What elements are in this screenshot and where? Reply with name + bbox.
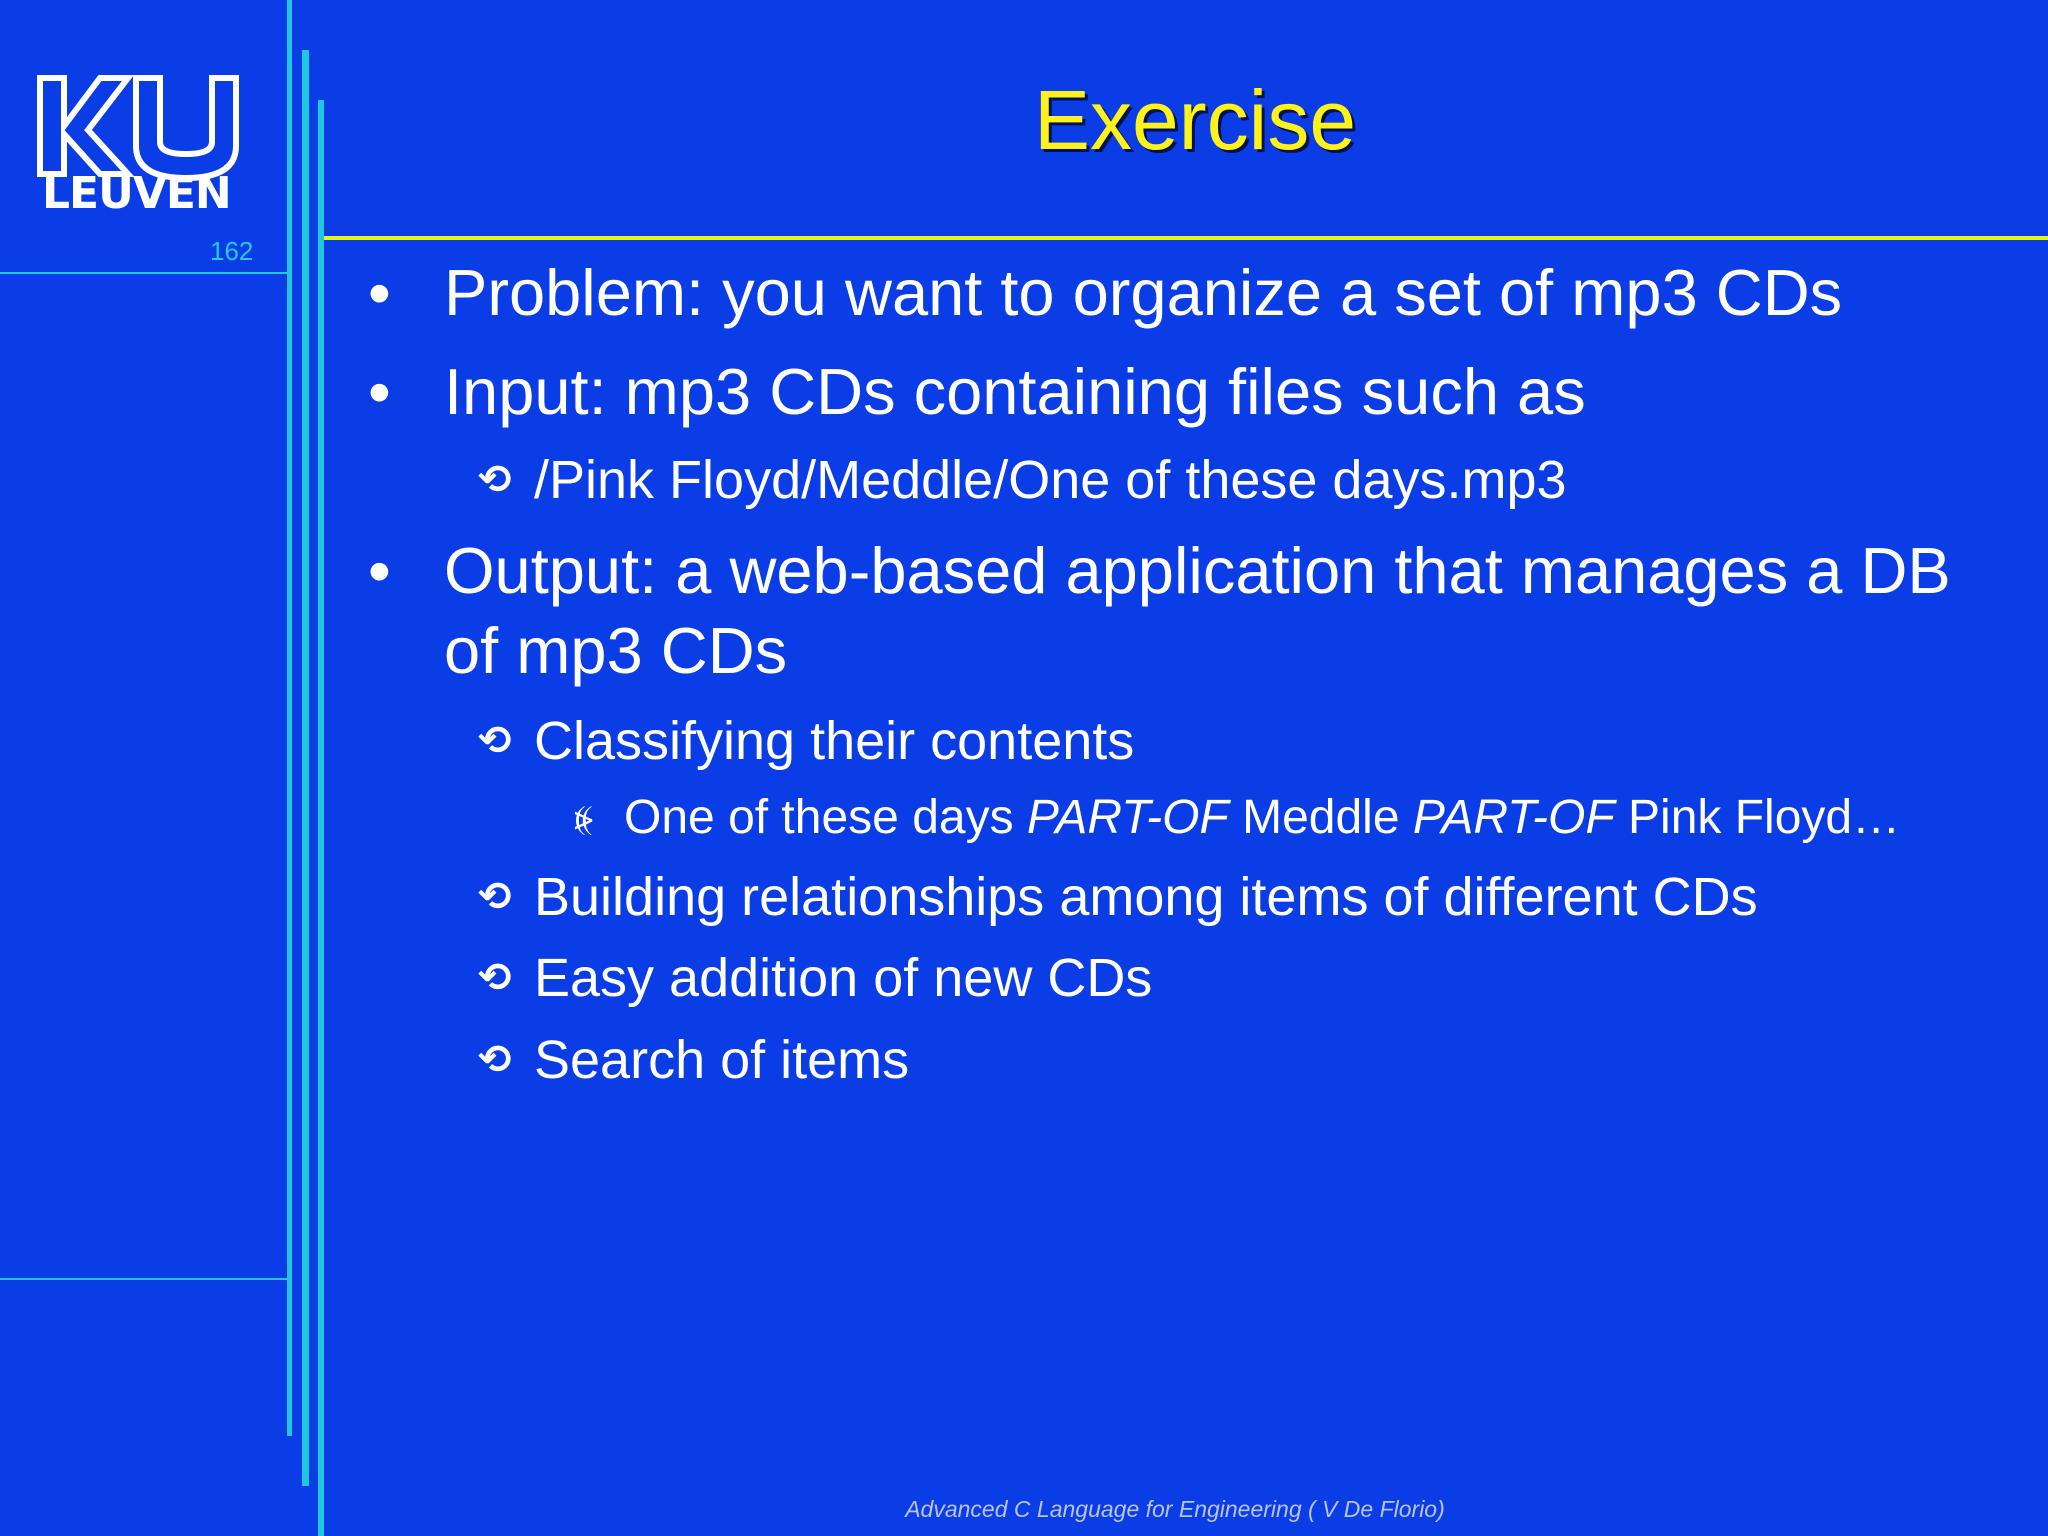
sub-bullet-icon: ⟲ — [478, 874, 512, 920]
decor-line — [302, 50, 309, 1486]
sub-bullet-text: Search of items — [534, 1030, 910, 1090]
relation-label: PART-OF — [1412, 791, 1615, 844]
page-number: 162 — [210, 236, 254, 266]
sub-bullet-icon: ⟲ — [478, 955, 512, 1001]
text-part: Meddle — [1228, 791, 1413, 844]
logo-wordmark: LEUVEN — [42, 168, 231, 219]
bullet-text: of mp3 CDs — [444, 614, 788, 687]
sub-bullet-text: Classifying their contents — [534, 711, 1135, 771]
text-part: Pink Floyd… — [1614, 791, 1901, 844]
sub-bullet-text: Building relationships among items of different CDs — [534, 867, 1758, 927]
text-part: One of these days — [624, 791, 1027, 844]
bullet-text: Problem: you want to organize a set of mp3 CDs — [444, 256, 1843, 329]
sub-bullet-text: Easy addition of new CDs — [534, 948, 1153, 1008]
sub-bullet-icon: ⟲ — [478, 457, 512, 503]
sub-bullet-icon: ⟲ — [478, 1037, 512, 1083]
sub-bullet-text: /Pink Floyd/Meddle/One of these days.mp3 — [534, 450, 1567, 510]
side-box — [0, 272, 287, 1280]
slide-title: Exercise — [1033, 73, 1357, 167]
bullet-icon: • — [368, 534, 391, 607]
sub-sub-bullet-icon: ⦕ — [574, 798, 594, 838]
bullet-text: Input: mp3 CDs containing files such as — [444, 355, 1586, 428]
bullet-icon: • — [368, 256, 391, 329]
relation-label: PART-OF — [1026, 791, 1229, 844]
slide-footer: Advanced C Language for Engineering ( V De Florio) — [905, 1496, 1445, 1522]
bullet-icon: • — [368, 355, 391, 428]
title-underline — [324, 236, 2048, 240]
decor-line — [318, 100, 324, 1536]
sub-bullet-icon: ⟲ — [478, 718, 512, 764]
bullet-text: Output: a web-based application that manages a DB — [444, 534, 1951, 607]
sub-sub-bullet-text — [624, 789, 1900, 847]
decor-line — [287, 0, 292, 1436]
